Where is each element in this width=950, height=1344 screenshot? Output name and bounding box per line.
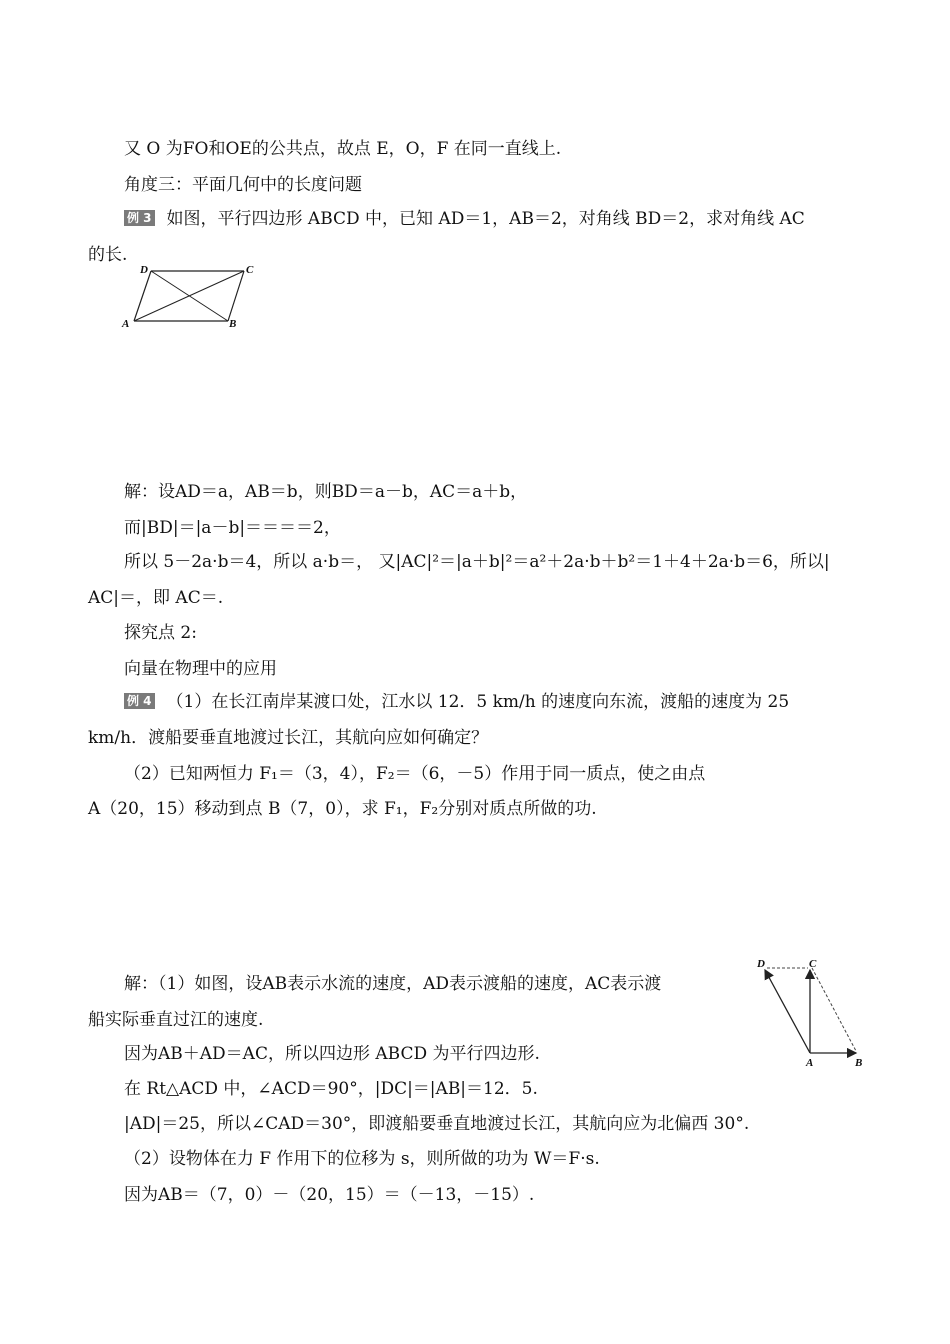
vertex-label-a: A: [122, 318, 130, 330]
text-line: 又 O 为FO和OE的公共点，故点 E，O，F 在同一直线上.: [124, 139, 562, 159]
text-line: 因为AB＋AD＝AC，所以四边形 ABCD 为平行四边形.: [124, 1044, 540, 1064]
parallelogram-figure: [120, 262, 260, 332]
text-line: （2）已知两恒力 F₁＝（3，4），F₂＝（6，－5）作用于同一质点，使之由点: [124, 764, 706, 784]
velocity-figure: [752, 955, 877, 1070]
text-line: 解：（1）如图，设AB表示水流的速度，AD表示渡船的速度，AC表示渡: [124, 974, 662, 994]
section-heading: 探究点 2:: [124, 623, 197, 643]
vertex-label-d: D: [140, 264, 148, 276]
example-3-question: [124, 207, 805, 231]
text-line: 所以 5－2a·b＝4，所以 a·b＝， 又|AC|²＝|a＋b|²＝a²＋2a·b＋b²＝1＋4＋2a·b＝6，所以|: [124, 552, 830, 572]
example-badge: 例 3: [124, 210, 155, 226]
text-line: （1）在长江南岸某渡口处，江水以 12．5 km/h 的速度向东流，渡船的速度为 25: [166, 692, 790, 712]
vertex-label-b: B: [855, 1057, 863, 1069]
vertex-label-d: D: [757, 958, 765, 970]
example-4-question: [124, 690, 789, 714]
text-line: km/h．渡船要垂直地渡过长江，其航向应如何确定？: [88, 728, 489, 748]
text-line: |AD|＝25，所以∠CAD＝30°，即渡船要垂直地渡过长江，其航向应为北偏西 30°.: [124, 1114, 750, 1134]
text-line: 船实际垂直过江的速度.: [88, 1010, 264, 1030]
example-badge: 例 4: [124, 693, 155, 709]
section-heading: 向量在物理中的应用: [124, 659, 277, 679]
text-line: AC|＝，即 AC＝.: [88, 588, 224, 608]
vertex-label-a: A: [806, 1057, 814, 1069]
vertex-label-b: B: [229, 318, 237, 330]
text-line: 因为AB＝（7，0）－（20，15）＝（－13，－15）.: [124, 1185, 535, 1205]
vertex-label-c: C: [809, 958, 817, 970]
text-line: A（20，15）移动到点 B（7，0），求 F₁，F₂分别对质点所做的功.: [88, 799, 597, 819]
text-line: 如图，平行四边形 ABCD 中，已知 AD＝1，AB＝2，对角线 BD＝2，求对角线 AC: [166, 209, 805, 229]
section-heading: 角度三：平面几何中的长度问题: [124, 175, 362, 195]
text-line: 而|BD|＝|a－b|＝＝＝＝2，: [124, 518, 341, 538]
text-line: 解：设AD＝a，AB＝b，则BD＝a－b，AC＝a＋b，: [124, 482, 528, 502]
text-line: 在 Rt△ACD 中，∠ACD＝90°，|DC|＝|AB|＝12．5.: [124, 1079, 538, 1099]
text-line: 的长.: [88, 245, 128, 265]
vertex-label-c: C: [246, 264, 254, 276]
text-line: （2）设物体在力 F 作用下的位移为 s，则所做的功为 W＝F·s.: [124, 1149, 600, 1169]
